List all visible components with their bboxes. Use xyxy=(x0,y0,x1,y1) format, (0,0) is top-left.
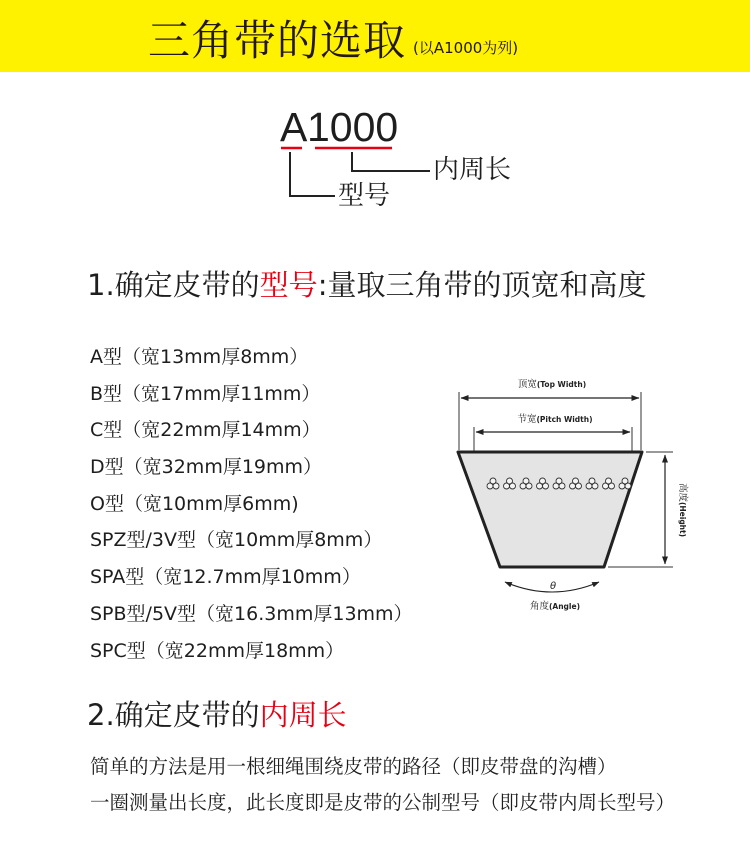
section2-heading xyxy=(87,698,347,732)
top-width-label: 顶宽(Top Width) xyxy=(517,379,587,390)
section1-highlight: 型号 xyxy=(259,268,318,302)
banner-subtitle: (以A1000为列) xyxy=(413,39,519,57)
list-item: SPC型（宽22mm厚18mm） xyxy=(90,639,345,662)
type-leader-line xyxy=(290,152,335,196)
section1-heading xyxy=(87,268,646,302)
code-length-number: 1000 xyxy=(307,104,399,150)
height-label: 高度(Height) xyxy=(677,482,688,538)
list-item: SPB型/5V型（宽16.3mm厚13mm） xyxy=(90,602,413,625)
belt-cross-section-diagram xyxy=(440,370,700,620)
measurement-description xyxy=(90,749,675,821)
belt-cord-row xyxy=(487,478,631,489)
section2-highlight: 内周长 xyxy=(259,698,347,732)
belt-profile xyxy=(458,452,642,567)
list-item: SPA型（宽12.7mm厚10mm） xyxy=(90,566,361,589)
pitch-width-label: 节宽(Pitch Width) xyxy=(517,414,593,425)
belt-size-list xyxy=(90,339,413,669)
description-line: 简单的方法是用一根细绳围绕皮带的路径（即皮带盘的沟槽） xyxy=(90,755,617,778)
angle-label: 角度(Angle) xyxy=(529,601,581,612)
banner-title: 三角带的选取 xyxy=(148,16,407,65)
inner-length-label: 内周长 xyxy=(433,155,512,185)
list-item: D型（宽32mm厚19mm） xyxy=(90,456,323,479)
model-label: 型号 xyxy=(338,181,391,211)
list-item: A型（宽13mm厚8mm） xyxy=(90,346,309,368)
section1-prefix: 1.确定皮带的 xyxy=(87,268,260,302)
list-item: B型（宽17mm厚11mm） xyxy=(90,382,321,405)
section2-prefix: 2.确定皮带的 xyxy=(87,698,260,732)
angle-symbol: θ xyxy=(549,581,557,592)
length-leader-line xyxy=(352,152,430,171)
section1-suffix: :量取三角带的顶宽和高度 xyxy=(317,268,647,302)
list-item: SPZ型/3V型（宽10mm厚8mm） xyxy=(90,529,383,552)
description-line: 一圈测量出长度，此长度即是皮带的公制型号（即皮带内周长型号） xyxy=(90,791,676,814)
list-item: C型（宽22mm厚14mm） xyxy=(90,419,321,442)
list-item: O型（宽10mm厚6mm) xyxy=(90,492,299,515)
code-type-letter: A xyxy=(280,104,308,150)
